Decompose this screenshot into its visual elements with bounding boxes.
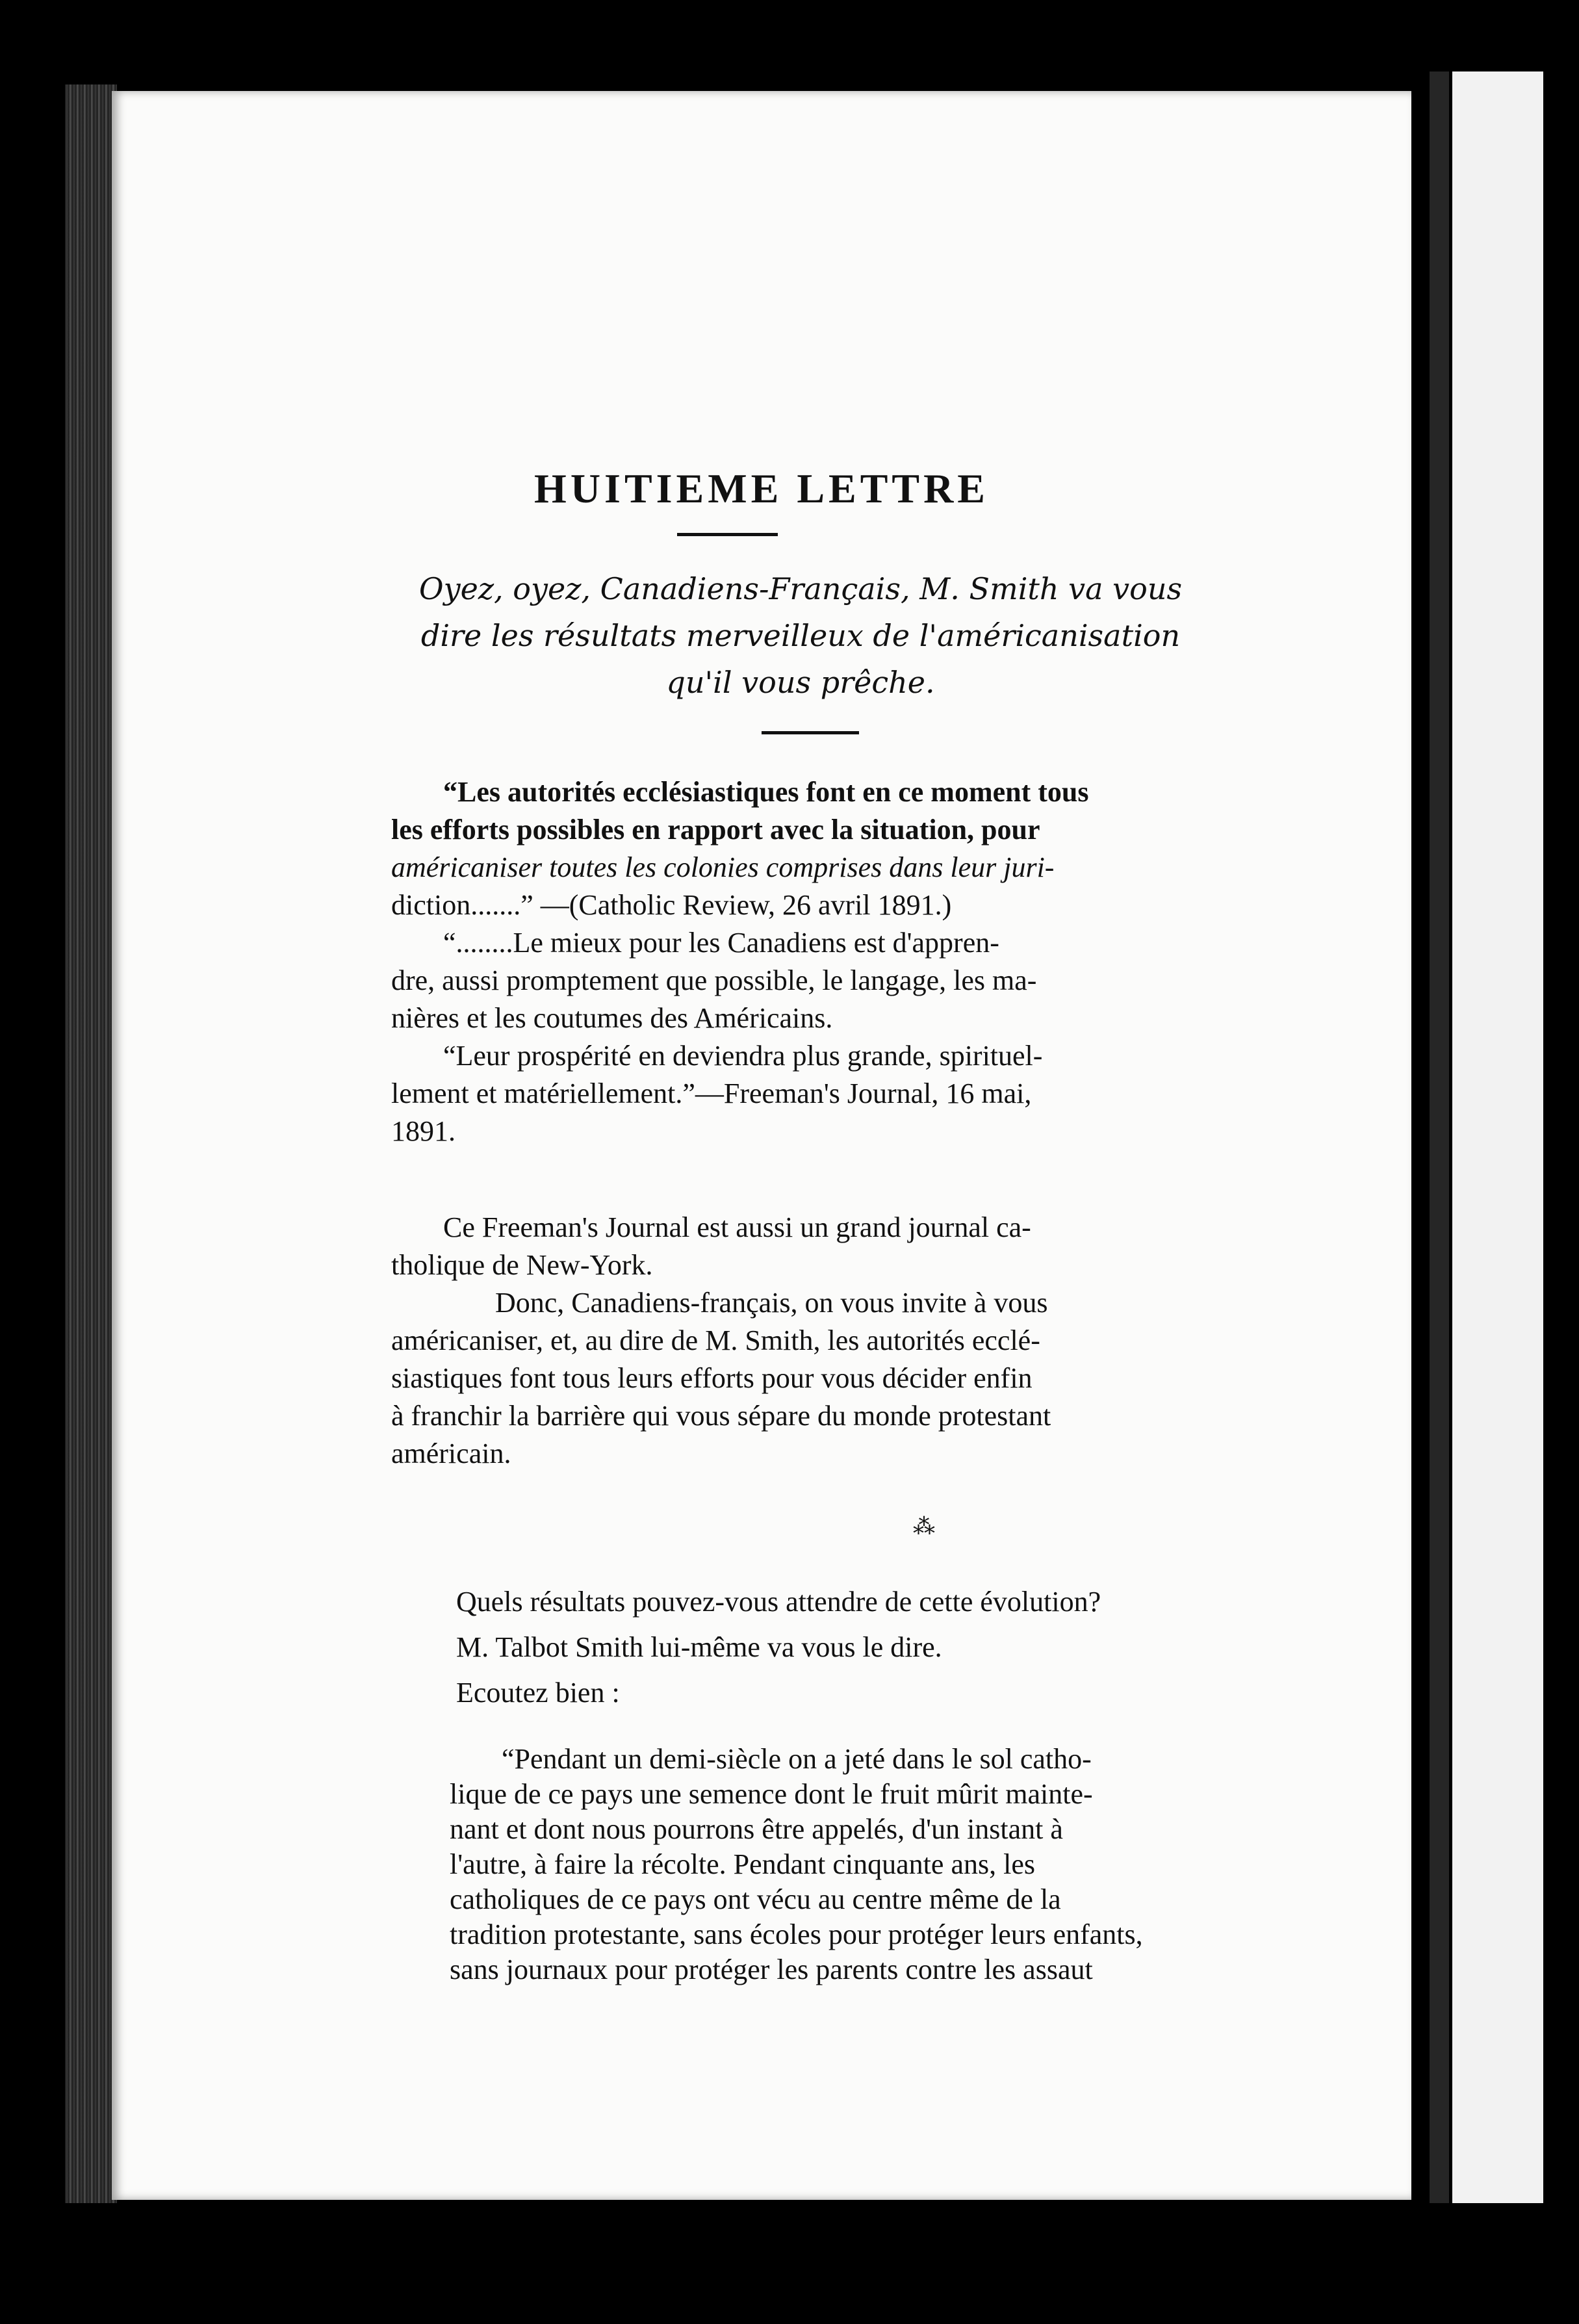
book-spine-edge: [65, 84, 117, 2203]
text-line: américaniser toutes les colonies comprises dans leur juri-: [391, 851, 1055, 883]
page-content: [112, 91, 1411, 2200]
text-line: M. Talbot Smith lui-même va vous le dire.: [456, 1631, 942, 1663]
epigraph: Oyez, oyez, Canadiens-Français, M. Smith va vous dire les résultats merveilleux de l'américanisation qu'il vous prêche.: [418, 571, 1183, 700]
question-block: [456, 1579, 1431, 1716]
text-line: tholique de New-York.: [391, 1249, 653, 1281]
text-line: américain.: [391, 1438, 511, 1469]
text-line: Ecoutez bien :: [456, 1677, 620, 1709]
text-line: Donc, Canadiens-français, on vous invite à vous: [495, 1287, 1048, 1319]
text-line: 1891.: [391, 1115, 456, 1147]
title-rule: [677, 533, 778, 536]
text-line: “........Le mieux pour les Canadiens est d'appren-: [443, 927, 999, 959]
text-line: sans journaux pour protéger les parents contre les assaut: [450, 1954, 1093, 1985]
page: [112, 91, 1411, 2200]
text-line: nières et les coutumes des Américains.: [391, 1002, 833, 1034]
text-line: Ce Freeman's Journal est aussi un grand journal ca-: [443, 1211, 1031, 1243]
text-line: “Les autorités ecclésiastiques font en ce moment tous: [443, 776, 1089, 808]
text-line: siastiques font tous leurs efforts pour vous décider enfin: [391, 1362, 1033, 1394]
epigraph-rule: [762, 731, 859, 734]
text-line: les efforts possibles en rapport avec la situation, pour: [391, 814, 1040, 846]
chapter-title: HUITIEME LETTRE: [534, 465, 989, 511]
text-line: l'autre, à faire la récolte. Pendant cinquante ans, les: [450, 1848, 1035, 1880]
text-line: “Leur prospérité en deviendra plus grande, spirituel-: [443, 1040, 1043, 1072]
text-line: lique de ce pays une semence dont le fruit mûrit mainte-: [450, 1778, 1093, 1810]
smith-quotation-block: [450, 1742, 1405, 1987]
asterism: ⁂: [913, 1514, 935, 1540]
text-line: lement et matériellement.”—Freeman's Journal, 16 mai,: [391, 1078, 1032, 1109]
text-line: nant et dont nous pourrons être appelés, d'un instant à: [450, 1813, 1063, 1845]
text-line: “Pendant un demi-siècle on a jeté dans le sol catho-: [502, 1743, 1092, 1775]
text-line: tradition protestante, sans écoles pour protéger leurs enfants,: [450, 1918, 1143, 1950]
text-line: catholiques de ce pays ont vécu au centre même de la: [450, 1883, 1061, 1915]
quotation-block: [391, 773, 1366, 1150]
text-line: Quels résultats pouvez-vous attendre de cette évolution?: [456, 1586, 1101, 1618]
facing-page: [1452, 71, 1543, 2203]
text-line: diction.......” —(Catholic Review, 26 avril 1891.): [391, 889, 952, 921]
text-line: américaniser, et, au dire de M. Smith, les autorités ecclé-: [391, 1324, 1040, 1356]
text-line: dre, aussi promptement que possible, le langage, les ma-: [391, 964, 1037, 996]
facing-page-edge: [1430, 71, 1449, 2203]
commentary-block: [391, 1209, 1366, 1473]
text-line: à franchir la barrière qui vous sépare du monde protestant: [391, 1400, 1051, 1432]
